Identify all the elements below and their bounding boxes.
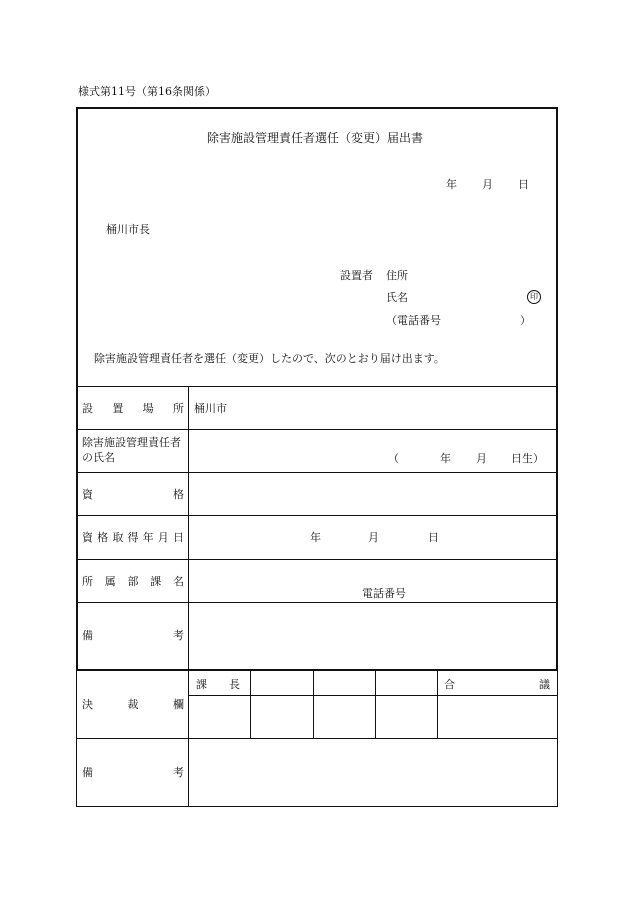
manager-name-label: 除害施設管理責任者の氏名 <box>82 436 181 464</box>
applicant-phone-open: （電話番号 <box>386 314 441 327</box>
date-day: 日 <box>518 178 529 191</box>
column-divider <box>313 671 314 738</box>
location-label: 設 置 場 所 <box>82 402 184 415</box>
consultation-label: 合 議 <box>444 678 550 691</box>
row-divider <box>77 429 557 430</box>
form-number: 様式第11号（第16条関係） <box>78 85 216 98</box>
qualification-year: 年 <box>310 531 321 544</box>
row-divider <box>188 695 557 696</box>
row-divider <box>77 472 557 473</box>
row-divider <box>77 386 557 387</box>
addressee: 桶川市長 <box>106 223 150 236</box>
seal-icon: 印 <box>527 290 541 304</box>
approval-remarks-label: 備 考 <box>82 766 184 779</box>
applicant-name-label: 氏名 <box>386 291 408 304</box>
approval-label: 決 裁 欄 <box>82 698 184 711</box>
row-divider <box>77 738 557 739</box>
location-value: 桶川市 <box>194 402 227 415</box>
birth-day: 日生） <box>511 452 544 465</box>
applicant-phone-close: ） <box>520 314 531 327</box>
row-divider <box>77 602 557 603</box>
qualification-day: 日 <box>428 531 439 544</box>
qualification-label: 資 格 <box>82 488 184 501</box>
column-divider <box>188 386 189 670</box>
applicant-address-label: 住所 <box>386 269 408 282</box>
row-divider <box>77 515 557 516</box>
birth-year: 年 <box>440 452 451 465</box>
column-divider <box>437 671 438 738</box>
row-divider <box>77 559 557 560</box>
department-phone-label: 電話番号 <box>362 587 406 600</box>
department-label: 所 属 部 課 名 <box>82 575 184 588</box>
form-title: 除害施設管理責任者選任（変更）届出書 <box>206 131 423 145</box>
applicant-role: 設置者 <box>340 269 373 282</box>
birth-open: （ <box>388 452 399 465</box>
column-divider <box>250 671 251 738</box>
date-year: 年 <box>446 178 457 191</box>
qualification-month: 月 <box>368 531 379 544</box>
remarks-label: 備 考 <box>82 629 184 642</box>
column-divider <box>375 671 376 738</box>
intro-text: 除害施設管理責任者を選任（変更）したので、次のとおり届け出ます。 <box>94 352 445 365</box>
column-divider <box>188 671 189 807</box>
approval-table <box>76 671 558 807</box>
section-chief-label: 課 長 <box>196 678 240 691</box>
birth-month: 月 <box>476 452 487 465</box>
date-month: 月 <box>482 178 493 191</box>
qualification-date-label: 資 格 取 得 年 月 日 <box>82 531 184 544</box>
